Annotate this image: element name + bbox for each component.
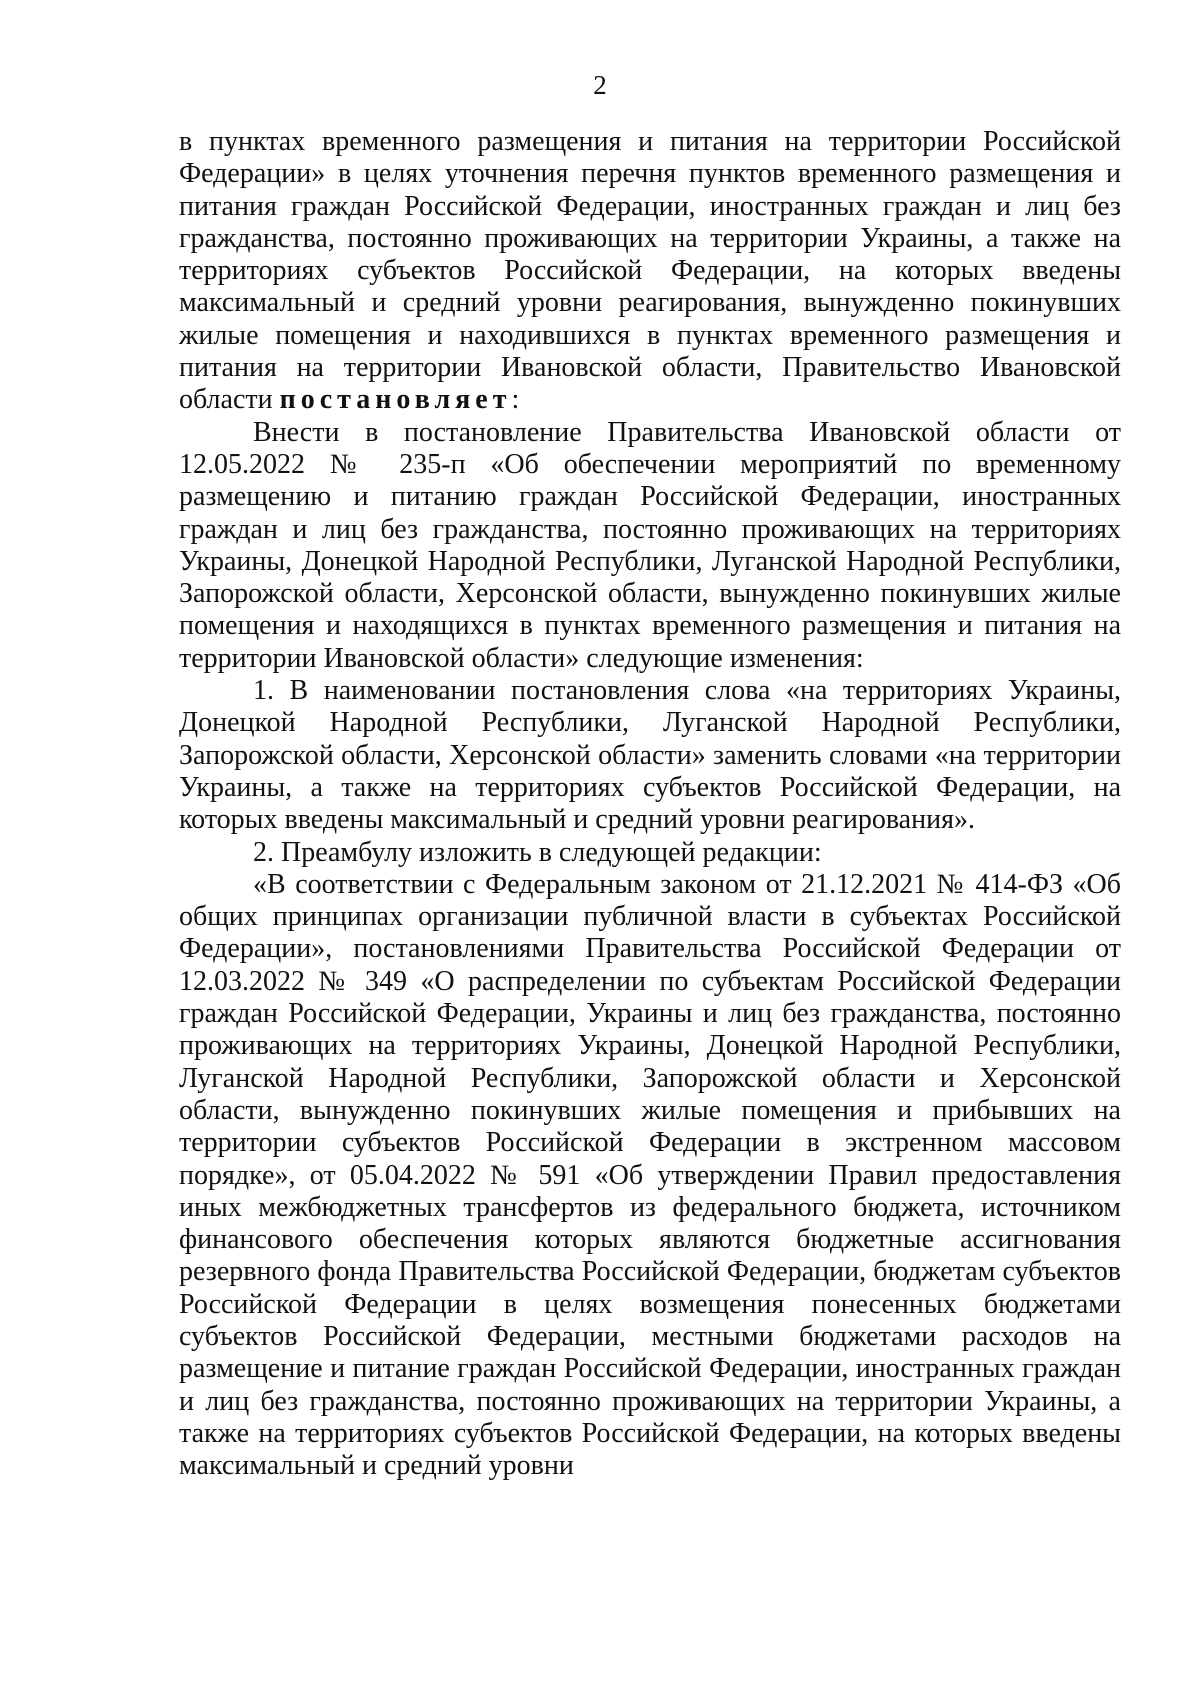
paragraph-preamble-continuation [179,126,1121,417]
paragraph-item-2: 2. Преамбулу изложить в следующей редакции: [253,836,822,868]
preamble-colon: : [511,384,520,416]
paragraph-item-1: 1. В наименовании постановления слова «на территориях Украины, Донецкой Народной Республики, Луганской Народной Республики, Запорожской области, Херсонской области» заменить словами «на территории Украины, а также на территориях субъектов Российской Федерации, на которых введены максимальный и средний уровни реагирования». [179,675,1121,836]
paragraph-new-preamble: «В соответствии с Федеральным законом от 21.12.2021 № 414-ФЗ «Об общих принципах организации публичной власти в субъектах Российской Федерации», постановлениями Правительства Российской Федерации от 12.03.2022 № 349 «О распределении по субъектам Российской Федерации граждан Российской Федерации, Украины и лиц без гражданства, постоянно проживающих на территориях Украины, Донецкой Народной Республики, Луганской Народной Республики, Запорожской области и Херсонской области, вынужденно покинувших жилые помещения и прибывших на территории субъектов Российской Федерации в экстренном массовом порядке», от 05.04.2022 № 591 «Об утверждении Правил предоставления иных межбюджетных трансфертов из федерального бюджета, источником финансового обеспечения которых являются бюджетные ассигнования резервного фонда Правительства Российской Федерации, бюджетам субъектов Российской Федерации в целях возмещения понесенных бюджетами субъектов Российской Федерации, местными бюджетами расходов на размещение и питание граждан Российской Федерации, иностранных граждан и лиц без гражданства, постоянно проживающих на территории Украины, а также на территориях субъектов Российской Федерации, на которых введены максимальный и средний уровни [179,868,1121,1482]
resolves-keyword: постановляет [279,384,512,416]
preamble-text: в пунктах временного размещения и питания на территории Российской Федерации» в целях уточнения перечня пунктов временного размещения и питания граждан Российской Федерации, иностранных граждан и лиц без гражданства, постоянно проживающих на территории Украины, а также на территориях субъектов Российской Федерации, на которых введены максимальный и средний уровни реагирования, вынужденно покинувших жилые помещения и находившихся в пунктах временного размещения и питания на территории Ивановской области, Правительство Ивановской области [179,126,1121,416]
document-body [179,126,1121,1482]
page-number: 2 [593,70,607,100]
paragraph-amendment-intro: Внести в постановление Правительства Ивановской области от 12.05.2022 № 235-п «Об обеспечении мероприятий по временному размещению и питанию граждан Российской Федерации, иностранных граждан и лиц без гражданства, постоянно проживающих на территориях Украины, Донецкой Народной Республики, Луганской Народной Республики, Запорожской области, Херсонской области, вынужденно покинувших жилые помещения и находящихся в пунктах временного размещения и питания на территории Ивановской области» следующие изменения: [179,416,1121,674]
